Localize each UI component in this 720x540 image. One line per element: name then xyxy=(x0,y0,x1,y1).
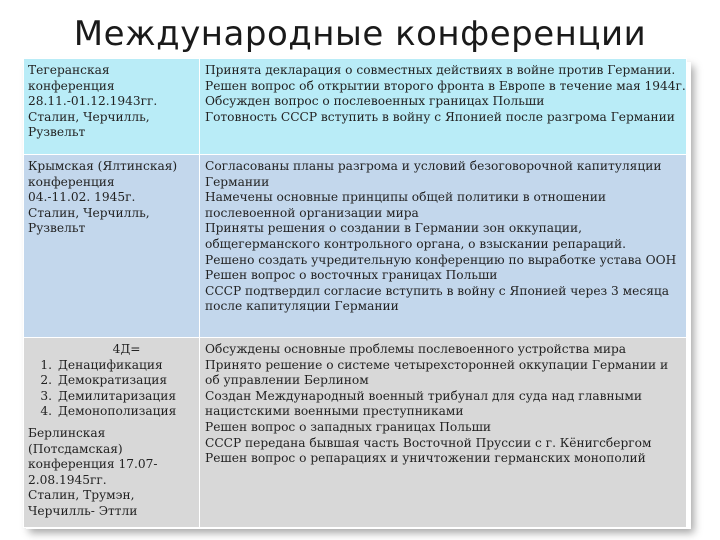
decision-line: Согласованы планы разгрома и условий безоговорочной капитуляции xyxy=(205,159,662,173)
table-row-tehran xyxy=(24,59,687,155)
conference-line: конференция 17.07- xyxy=(28,457,158,472)
decision-line: СССР передана бывшая часть Восточной Пруссии с г. Кёнигсбергом xyxy=(205,435,652,450)
four-d-item xyxy=(28,389,195,405)
conference-line: конференция xyxy=(28,174,115,189)
decision-line: Решен вопрос об открытии второго фронта в Европе в течение мая 1944г. xyxy=(205,78,686,93)
list-text: Демократизация xyxy=(58,373,168,388)
decision-line: СССР подтвердил согласие вступить в войну с Японией через 3 месяца xyxy=(205,283,669,298)
conference-line: 2.08.1945гг. xyxy=(28,472,107,487)
decision-line: об управлении Берлином xyxy=(205,373,369,388)
conference-line: Рузвельт xyxy=(28,125,86,140)
decision-line: Намечены основные принципы общей политики в отношении xyxy=(205,190,606,205)
list-text: Демонополизация xyxy=(58,404,177,419)
decision-line: Германии xyxy=(205,174,270,189)
list-text: Демилитаризация xyxy=(58,388,177,403)
conferences-table xyxy=(23,58,687,528)
decision-line: Готовность СССР вступить в войну с Японией после разгрома Германии xyxy=(205,109,675,124)
decision-line: Решен вопрос о западных границах Польши xyxy=(205,419,492,434)
conference-line: Сталин, Трумэн, xyxy=(28,488,135,503)
conference-line: Тегеранская xyxy=(28,63,110,77)
conference-line: Крымская (Ялтинская) xyxy=(28,159,178,173)
conference-line: конференция xyxy=(28,78,115,93)
decision-line: Принята декларация о совместных действиях в войне против Германии. xyxy=(205,63,676,77)
decision-line: после капитуляции Германии xyxy=(205,299,399,314)
decision-line: нацистскими военными преступниками xyxy=(205,404,464,419)
decision-line: Создан Международный военный трибунал для суда над главными xyxy=(205,388,642,403)
conference-line: Сталин, Черчилль, xyxy=(28,109,150,124)
conference-cell-potsdam xyxy=(24,338,200,528)
conference-cell-tehran xyxy=(24,59,200,155)
conference-line: 28.11.-01.12.1943гг. xyxy=(28,94,158,109)
decisions-cell-yalta xyxy=(200,155,687,338)
decision-line: Принято решение о системе четырехсторонней оккупации Германии и xyxy=(205,357,669,372)
four-d-item xyxy=(28,373,195,389)
decision-line: Обсуждены основные проблемы послевоенного устройства мира xyxy=(205,342,627,356)
list-number: 2. xyxy=(40,373,52,388)
four-d-title: 4Д= xyxy=(112,342,141,356)
table-row-yalta xyxy=(24,155,687,338)
conference-line: Рузвельт xyxy=(28,221,86,236)
decisions-cell-tehran xyxy=(200,59,687,155)
decision-line: Решено создать учредительную конференцию по выработке устава ООН xyxy=(205,252,677,267)
four-d-item xyxy=(28,404,195,420)
conference-line: (Потсдамская) xyxy=(28,441,123,456)
decision-line: Решен вопрос о репарациях и уничтожении германских монополий xyxy=(205,451,646,466)
list-text: Денацификация xyxy=(58,357,163,372)
decision-line: Решен вопрос о восточных границах Польши xyxy=(205,268,498,283)
decisions-cell-potsdam xyxy=(200,338,687,528)
list-number: 4. xyxy=(40,404,52,419)
list-number: 3. xyxy=(40,388,52,403)
four-d-item xyxy=(28,358,195,374)
conference-line: 04.-11.02. 1945г. xyxy=(28,190,136,205)
conference-cell-yalta xyxy=(24,155,200,338)
table-row-potsdam xyxy=(24,338,687,528)
decision-line: послевоенной организации мира xyxy=(205,205,419,220)
conference-line: Черчилль- Эттли xyxy=(28,503,138,518)
decision-line: общегерманского контрольного органа, о взыскании репараций. xyxy=(205,236,626,251)
conference-line: Сталин, Черчилль, xyxy=(28,205,150,220)
decision-line: Обсужден вопрос о послевоенных границах Польши xyxy=(205,94,545,109)
list-number: 1. xyxy=(40,357,52,372)
conference-line: Берлинская xyxy=(28,425,106,440)
decision-line: Приняты решения о создании в Германии зон оккупации, xyxy=(205,221,582,236)
slide-title: Международные конференции xyxy=(73,14,647,54)
